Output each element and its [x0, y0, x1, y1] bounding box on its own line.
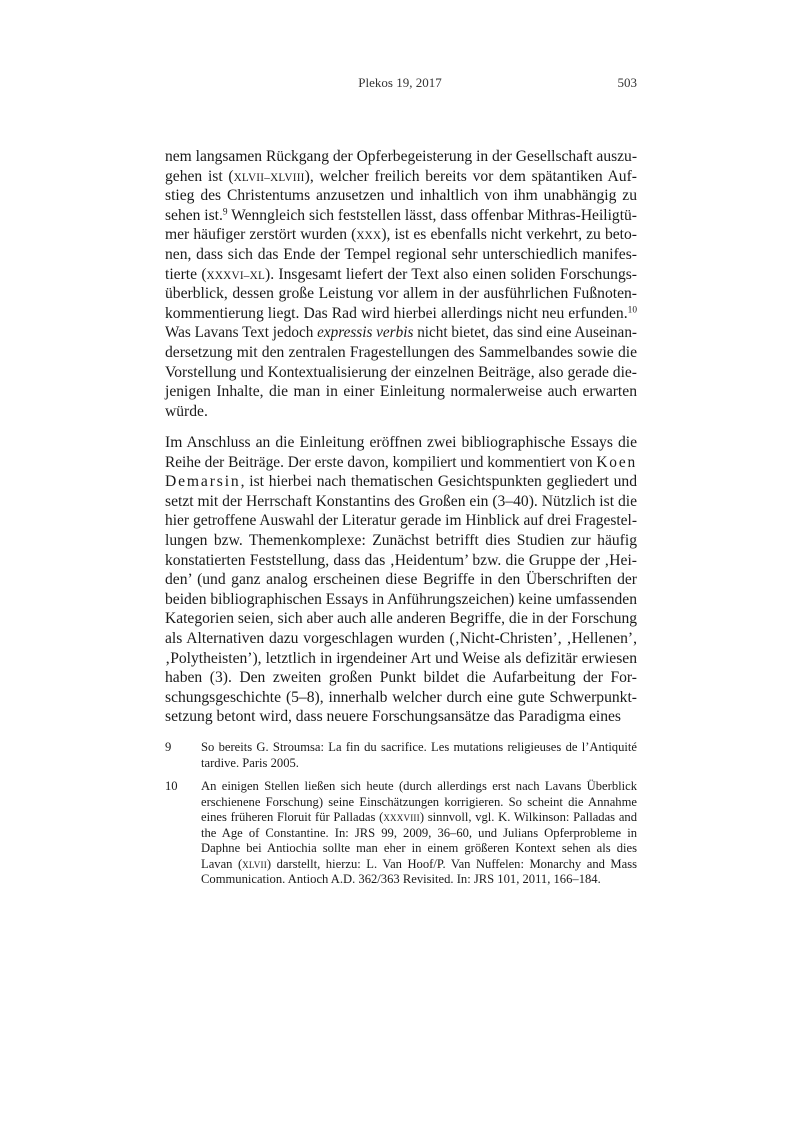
text-line	[165, 570, 637, 590]
text-line	[165, 206, 637, 226]
text-run: XXXVI–XL	[206, 269, 266, 282]
text-run: überblick, dessen große Leistung vor allem in der ausführlichen Fußnoten-	[165, 285, 637, 303]
text-run: lungen bzw. Themenkomplexe: Zunächst betrifft dies Studien zur häufig	[165, 531, 637, 549]
text-run: dersetzung mit den zentralen Fragestellungen des Sammelbandes sowie die	[165, 343, 637, 361]
text-run: ). Insgesamt liefert der Text also einen soliden Forschungs-	[265, 265, 637, 283]
text-line	[165, 453, 637, 473]
text-line	[165, 433, 637, 453]
text-run: Koen	[596, 453, 637, 471]
text-line	[165, 167, 637, 187]
text-line	[165, 688, 637, 708]
text-run: , ist hierbei nach thematischen Gesichtspunkten gegliedert und	[240, 473, 637, 491]
text-run: ), ist es ebenfalls nicht verkehrt, zu beto-	[381, 226, 637, 244]
text-run: ) darstellt, hierzu: L. Van Hoof/P. Van Nuffelen: Monarchy and Mass	[266, 856, 637, 871]
text-run: beiden bibliographischen Essays in Anführungszeichen) keine umfassenden	[165, 590, 637, 608]
text-line	[201, 740, 637, 756]
text-run: nicht bietet, das sind eine Auseinan-	[413, 324, 637, 342]
text-run: hier getroffene Auswahl der Literatur gerade im Hinblick auf drei Fragestel-	[165, 512, 637, 530]
page-number: 503	[617, 75, 637, 90]
text-line	[165, 609, 637, 629]
text-run: Vorstellung und Kontextualisierung der einzelnen Beiträge, also gerade die-	[165, 363, 637, 381]
text-line	[165, 402, 637, 422]
text-line	[165, 343, 637, 363]
running-header-title: Plekos 19, 2017	[358, 75, 442, 90]
text-run: ), welcher freilich bereits vor dem spätantiken Auf-	[304, 167, 637, 185]
footnote-number: 9	[165, 740, 172, 754]
text-run: kommentierung liegt. Das Rad wird hierbei allerdings nicht neu erfunden.	[165, 304, 628, 322]
text-run: sehen ist.	[165, 206, 223, 224]
text-line	[201, 872, 637, 888]
text-run: ) sinnvoll, vgl. K. Wilkinson: Palladas and	[419, 810, 637, 824]
text-run: Wenngleich sich feststellen lässt, dass offenbar Mithras-Heiligtü-	[227, 206, 637, 224]
text-run: expressis verbis	[317, 324, 414, 342]
text-run: stieg des Christentums anzusetzen und inhaltlich von ihm unabhängig zu	[165, 187, 637, 205]
text-line	[165, 511, 637, 531]
text-run: XXX	[356, 230, 382, 243]
footnote-number: 10	[165, 779, 178, 793]
text-line	[201, 826, 637, 842]
text-run: Im Anschluss an die Einleitung eröffnen zwei bibliographische Essays die	[165, 434, 637, 451]
text-line	[165, 265, 637, 285]
text-line	[165, 629, 637, 649]
text-run: Lavan (	[201, 856, 243, 871]
text-run: Kategorien seien, sich aber auch alle anderen Begriffe, die in der Forschung	[165, 610, 637, 628]
text-line	[165, 492, 637, 512]
text-run: haben (3). Den zweiten großen Punkt bildet die Aufarbeitung der For-	[165, 669, 637, 687]
text-run: An einigen Stellen ließen sich heute (durch allerdings erst nach Lavans Überblick	[201, 779, 637, 793]
text-line	[201, 857, 637, 873]
text-line	[165, 551, 637, 571]
text-run: erschienene Forschung) seine Einschätzungen korrigieren. So scheint die Annahme	[201, 794, 637, 809]
text-run: Daphne bei Antiochia sollte man eher in einem größeren Kontext sehen als dies	[201, 841, 637, 855]
text-run: eines früheren Floruit für Palladas (	[201, 810, 384, 824]
footnote-text	[201, 740, 637, 771]
footnote-reference: 9	[222, 207, 228, 218]
text-line	[165, 186, 637, 206]
text-run: mer häufiger zerstört wurden (	[165, 226, 357, 244]
text-line	[165, 323, 637, 343]
text-line	[201, 756, 637, 772]
text-line	[201, 841, 637, 857]
text-run: jenigen Inhalte, die man in einer Einleitung normalerweise auch erwarten	[165, 383, 637, 401]
text-run: würde.	[165, 402, 208, 420]
text-run: Was Lavans Text jedoch	[165, 324, 318, 342]
text-run: gehen ist (	[165, 167, 234, 185]
text-line	[201, 779, 637, 795]
text-run: XLVII	[242, 859, 267, 870]
text-run: XXXVIII	[383, 813, 420, 823]
text-run: tierte (	[165, 265, 207, 283]
text-run: tardive. Paris 2005.	[201, 755, 299, 770]
text-line	[165, 147, 637, 167]
text-run: setzt mit der Herrschaft Konstantins des Großen ein (3–40). Nützlich ist die	[165, 492, 637, 510]
text-run: konstatierten Feststellung, dass das ‚Heidentum’ bzw. die Gruppe der ‚Hei-	[165, 551, 637, 569]
text-run: ‚Polytheisten’), letztlich in irgendeiner Art und Weise als defizitär erwiesen	[165, 649, 637, 667]
text-line	[201, 795, 637, 811]
text-line	[165, 649, 637, 669]
body-paragraph-2	[165, 433, 637, 727]
text-run: den’ (und ganz analog erscheinen diese Begriffe in den Überschriften der	[165, 571, 637, 589]
text-line	[165, 382, 637, 402]
text-run: schungsgeschichte (5–8), innerhalb welcher durch eine gute Schwerpunkt-	[165, 688, 637, 706]
text-run: Reihe der Beiträge. Der erste davon, kompiliert und kommentiert von	[165, 453, 597, 471]
text-run: nen, dass sich das Ende der Tempel regional sehr unterschiedlich manifes-	[165, 245, 637, 263]
footnote-reference: 10	[627, 305, 637, 316]
text-run: Demarsin	[165, 473, 241, 491]
text-line	[165, 472, 637, 492]
text-run: nem langsamen Rückgang der Opferbegeisterung in der Gesellschaft auszu-	[165, 148, 637, 165]
footnote-text	[201, 779, 637, 888]
text-line	[165, 590, 637, 610]
text-line	[165, 707, 637, 727]
text-line	[165, 531, 637, 551]
text-run: als Alternativen dazu vorgeschlagen wurden (‚Nicht-Christen’, ‚Hellenen’,	[165, 629, 637, 647]
text-line	[165, 304, 637, 324]
text-line	[165, 363, 637, 383]
text-run: XLVII–XLVIII	[233, 171, 305, 184]
text-line	[165, 668, 637, 688]
text-run: the Age of Constantine. In: JRS 99, 2009, 36–60, und Julians Opferprobleme in	[201, 825, 637, 840]
text-line	[165, 225, 637, 245]
body-paragraph-1	[165, 147, 637, 421]
text-run: Communication. Antioch A.D. 362/363 Revisited. In: JRS 101, 2011, 166–184.	[201, 872, 601, 886]
text-run: So bereits G. Stroumsa: La fin du sacrifice. Les mutations religieuses de l’Antiquité	[201, 740, 637, 754]
text-line	[165, 245, 637, 265]
text-line	[201, 810, 637, 826]
text-line	[165, 284, 637, 304]
text-run: setzung betont wird, dass neuere Forschungsansätze das Paradigma eines	[165, 708, 621, 726]
